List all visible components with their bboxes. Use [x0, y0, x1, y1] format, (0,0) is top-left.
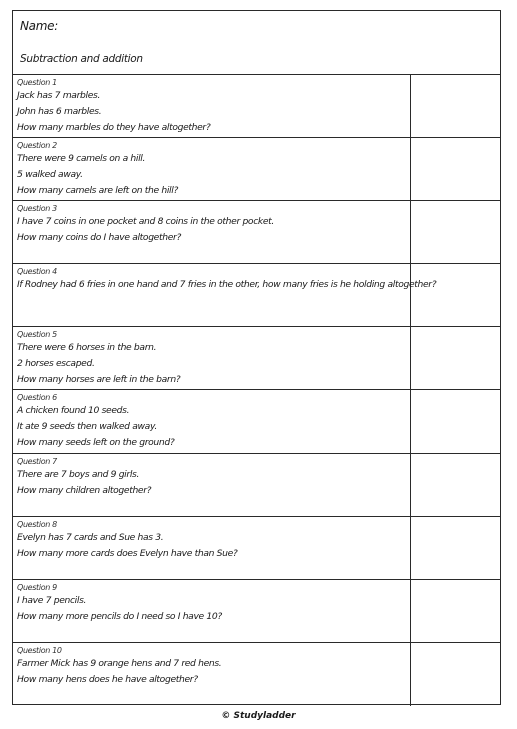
question-cell	[13, 517, 411, 579]
question-text: How many marbles do they have altogether?	[17, 122, 211, 133]
question-cell	[13, 454, 411, 516]
answer-box[interactable]	[411, 75, 500, 137]
question-cell	[13, 138, 411, 200]
question-text: It ate 9 seeds then walked away.	[17, 421, 157, 433]
answer-box[interactable]	[411, 390, 500, 452]
answer-box[interactable]	[411, 264, 500, 326]
question-text: How many children altogether?	[17, 484, 152, 496]
answer-box[interactable]	[411, 138, 500, 200]
question-cell	[13, 327, 411, 389]
question-text: How many more cards does Evelyn have than Sue?	[17, 547, 238, 559]
question-number: Question 6	[17, 393, 57, 403]
question-row	[13, 454, 500, 517]
worksheet	[12, 10, 501, 705]
question-row	[13, 264, 500, 327]
question-text: A chicken found 10 seeds.	[17, 405, 130, 417]
copyright-footer: © Studyladder	[221, 711, 296, 721]
question-row	[13, 580, 500, 643]
question-row	[13, 201, 500, 264]
question-number: Question 3	[17, 204, 57, 214]
question-text: How many hens does he have altogether?	[17, 673, 198, 685]
question-number: Question 1	[17, 78, 57, 87]
question-table	[13, 75, 500, 706]
question-row	[13, 643, 500, 706]
question-text: Jack has 7 marbles.	[17, 90, 101, 101]
question-number: Question 4	[17, 267, 57, 277]
question-number: Question 10	[17, 645, 62, 655]
answer-box[interactable]	[411, 454, 500, 516]
name-label: Name:	[20, 19, 58, 33]
question-text: How many coins do I have altogether?	[17, 232, 181, 244]
question-cell	[13, 580, 411, 642]
question-text: 2 horses escaped.	[17, 358, 95, 370]
question-number: Question 7	[17, 456, 57, 466]
question-text: 5 walked away.	[17, 169, 83, 181]
question-cell	[13, 201, 411, 263]
question-row	[13, 327, 500, 390]
question-row	[13, 390, 500, 453]
question-text: How many camels are left on the hill?	[17, 185, 178, 197]
question-text: Evelyn has 7 cards and Sue has 3.	[17, 531, 164, 543]
question-number: Question 8	[17, 519, 57, 529]
answer-box[interactable]	[411, 201, 500, 263]
question-number: Question 9	[17, 582, 57, 592]
question-text: There were 9 camels on a hill.	[17, 153, 146, 165]
question-cell	[13, 390, 411, 452]
question-cell	[13, 75, 411, 137]
question-text: How many horses are left in the barn?	[17, 374, 181, 386]
worksheet-header	[13, 11, 500, 75]
question-text: If Rodney had 6 fries in one hand and 7 fries in the other, how many fries is he holding altogether?	[17, 279, 437, 291]
question-cell	[13, 643, 411, 706]
answer-box[interactable]	[411, 517, 500, 579]
worksheet-title: Subtraction and addition	[20, 53, 143, 65]
question-text: How many seeds left on the ground?	[17, 437, 175, 449]
question-number: Question 2	[17, 141, 57, 151]
question-row	[13, 138, 500, 201]
question-cell	[13, 264, 437, 326]
question-text: There are 7 boys and 9 girls.	[17, 468, 140, 480]
question-row	[13, 75, 500, 138]
question-text: Farmer Mick has 9 orange hens and 7 red hens.	[17, 657, 222, 669]
answer-box[interactable]	[411, 580, 500, 642]
question-text: I have 7 coins in one pocket and 8 coins in the other pocket.	[17, 216, 274, 228]
question-text: How many more pencils do I need so I have 10?	[17, 610, 222, 622]
question-text: John has 6 marbles.	[17, 106, 102, 117]
question-text: There were 6 horses in the barn.	[17, 342, 157, 354]
answer-box[interactable]	[411, 327, 500, 389]
answer-box[interactable]	[411, 643, 500, 706]
question-text: I have 7 pencils.	[17, 594, 87, 606]
question-row	[13, 517, 500, 580]
question-number: Question 5	[17, 330, 57, 340]
